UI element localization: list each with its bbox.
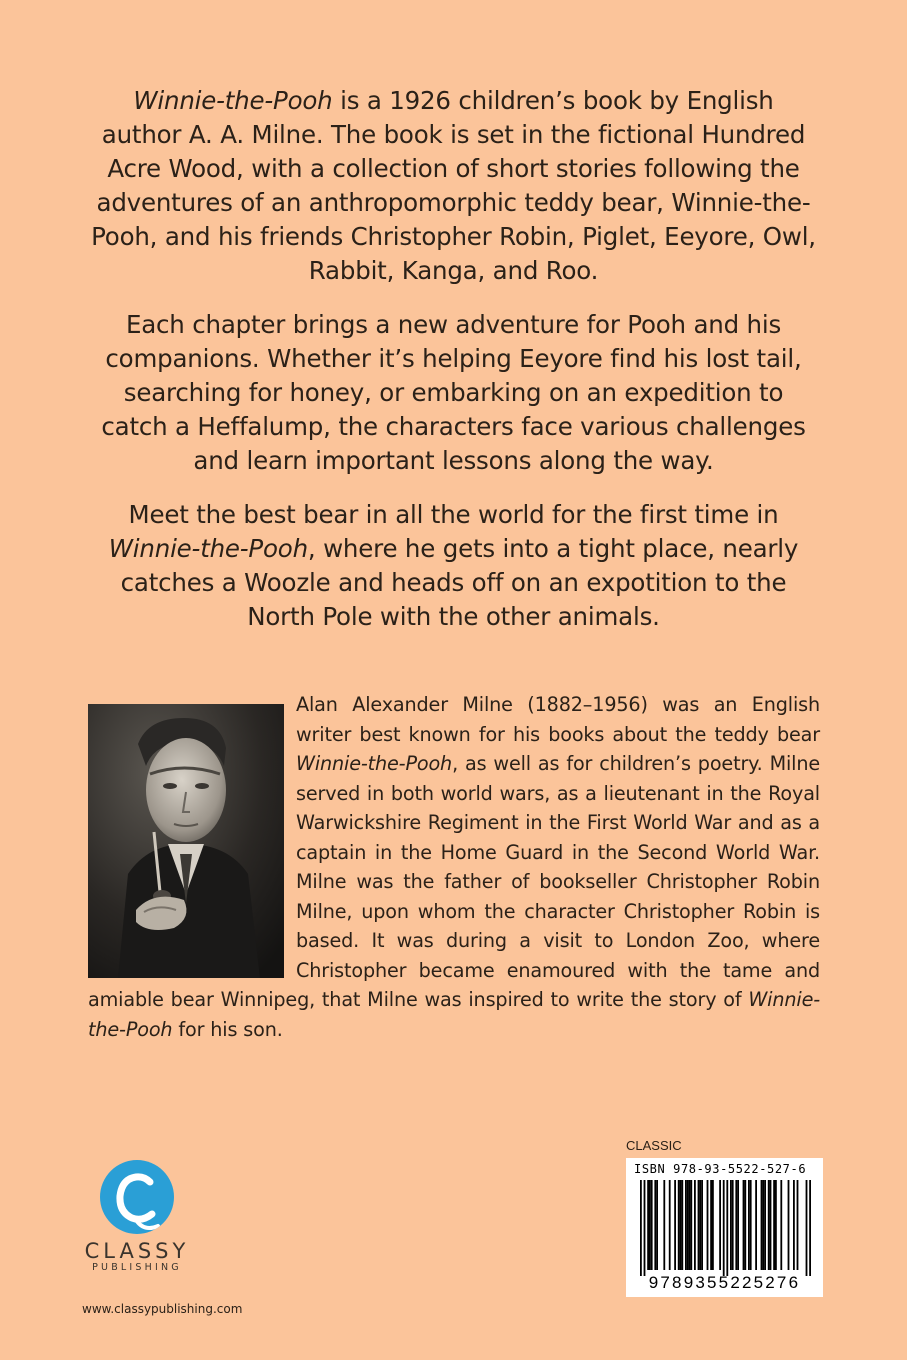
blurb-paragraph-1 xyxy=(90,84,817,288)
barcode-bar xyxy=(719,1180,721,1270)
barcode-bar xyxy=(669,1180,671,1270)
barcode-bar xyxy=(780,1180,782,1270)
author-portrait-image xyxy=(88,704,284,978)
author-photo xyxy=(88,704,284,978)
barcode-bar xyxy=(680,1180,682,1270)
barcode-bar xyxy=(647,1180,649,1270)
barcode-bar xyxy=(689,1180,691,1270)
barcode-bar xyxy=(685,1180,687,1270)
barcode-bar xyxy=(793,1180,795,1270)
blurb-text: is a 1926 children’s book by English author A. A. Milne. The book is set in the fictional Hundred Acre Wood, with a collection of short stories following the adventures of an anthropomorphic teddy bear, Winnie-the-Pooh, and his friends Christopher Robin, Piglet, Eeyore, Owl, Rabbit, Kanga, and Roo. xyxy=(91,86,816,285)
barcode-bar xyxy=(640,1180,642,1276)
barcode-bar xyxy=(649,1180,651,1270)
barcode-bar xyxy=(656,1180,658,1270)
barcode-bar xyxy=(644,1180,646,1276)
barcode-bar xyxy=(755,1180,757,1270)
barcode-bar xyxy=(707,1180,709,1270)
barcode-bar xyxy=(681,1180,683,1270)
barcode-bar xyxy=(762,1180,764,1270)
barcode-bar xyxy=(809,1180,811,1276)
cover-blurb xyxy=(90,84,817,654)
barcode-bar xyxy=(699,1180,701,1270)
barcode-bar xyxy=(694,1180,696,1270)
barcode-bar xyxy=(723,1180,725,1276)
book-title: Winnie-the-Pooh xyxy=(133,86,333,115)
barcode-bar xyxy=(654,1180,656,1270)
barcode-bar xyxy=(651,1180,653,1270)
c-letter-icon xyxy=(100,1160,174,1234)
blurb-paragraph-3 xyxy=(90,498,817,634)
category-label: CLASSIC xyxy=(626,1138,682,1153)
barcode-bar xyxy=(698,1180,700,1270)
isbn-label: ISBN 978-93-5522-527-6 xyxy=(634,1162,807,1176)
barcode-bar xyxy=(663,1180,665,1270)
barcode-bar xyxy=(806,1180,808,1276)
book-title: Winnie-the-Pooh xyxy=(108,534,308,563)
barcode-bar xyxy=(712,1180,714,1270)
blurb-paragraph-2 xyxy=(90,308,817,478)
barcode-bar xyxy=(748,1180,750,1270)
barcode-bar xyxy=(730,1180,732,1270)
barcode-bar xyxy=(788,1180,790,1270)
ean-digits: 9789355225276 xyxy=(648,1273,801,1292)
bio-text: , as well as for children’s poetry. Milne served in both world wars, as a lieutenant in the Royal Warwickshire Regiment in the First World War and as a captain in the Home Guard in the Second World War. Milne was the father of bookseller Christopher Robin Milne, upon whom the character Christopher Robin is based. It was during a visit to London Zoo, where Christopher became enamoured with the tame and amiable bear Winnipeg, that Milne was inspired to write the story of xyxy=(88,752,820,1011)
isbn-barcode xyxy=(626,1158,823,1297)
publisher-logo xyxy=(72,1160,202,1274)
author-bio xyxy=(88,690,820,1044)
publisher-name: CLASSY xyxy=(84,1239,190,1263)
barcode-bar xyxy=(735,1180,737,1270)
barcode-bar xyxy=(737,1180,739,1270)
barcode-bar xyxy=(775,1180,777,1270)
bio-text: for his son. xyxy=(172,1017,283,1041)
publisher-subtitle: PUBLISHING xyxy=(92,1262,182,1273)
publisher-website: www.classypublishing.com xyxy=(82,1302,243,1316)
barcode-bar xyxy=(764,1180,766,1270)
barcode-bar xyxy=(773,1180,775,1270)
barcode-bar xyxy=(797,1180,799,1270)
book-title: Winnie-the-Pooh xyxy=(296,752,453,775)
barcode-bar xyxy=(726,1180,728,1276)
barcode-bar xyxy=(761,1180,763,1270)
barcode-bar xyxy=(710,1180,712,1270)
barcode-bar xyxy=(744,1180,746,1270)
barcode-bar xyxy=(743,1180,745,1270)
barcode-bar xyxy=(768,1180,770,1270)
barcode-bar xyxy=(690,1180,692,1270)
barcode-bar xyxy=(732,1180,734,1270)
barcode-bar xyxy=(770,1180,772,1270)
blurb-text: , where he gets into a tight place, nearly catches a Woozle and heads off on an expotition to the North Pole with the other animals. xyxy=(120,534,799,631)
barcode-bar xyxy=(701,1180,703,1270)
blurb-text: Meet the best bear in all the world for the first time in xyxy=(128,500,779,529)
bio-text: Alan Alexander Milne (1882–1956) was an English writer best known for his books about the teddy bear xyxy=(296,693,820,746)
publisher-logo-icon xyxy=(100,1160,174,1234)
blurb-text: Each chapter brings a new adventure for Pooh and his companions. Whether it’s helping Eeyore find his lost tail, searching for honey, or embarking on an expedition to catch a Heffalump, the characters face various challenges and learn important lessons along the way. xyxy=(101,310,806,475)
barcode-bar xyxy=(750,1180,752,1270)
book-title: Winnie-the-Pooh xyxy=(88,988,820,1041)
barcode-bar xyxy=(687,1180,689,1270)
barcode-bar xyxy=(678,1180,680,1270)
barcode-bar xyxy=(674,1180,676,1270)
